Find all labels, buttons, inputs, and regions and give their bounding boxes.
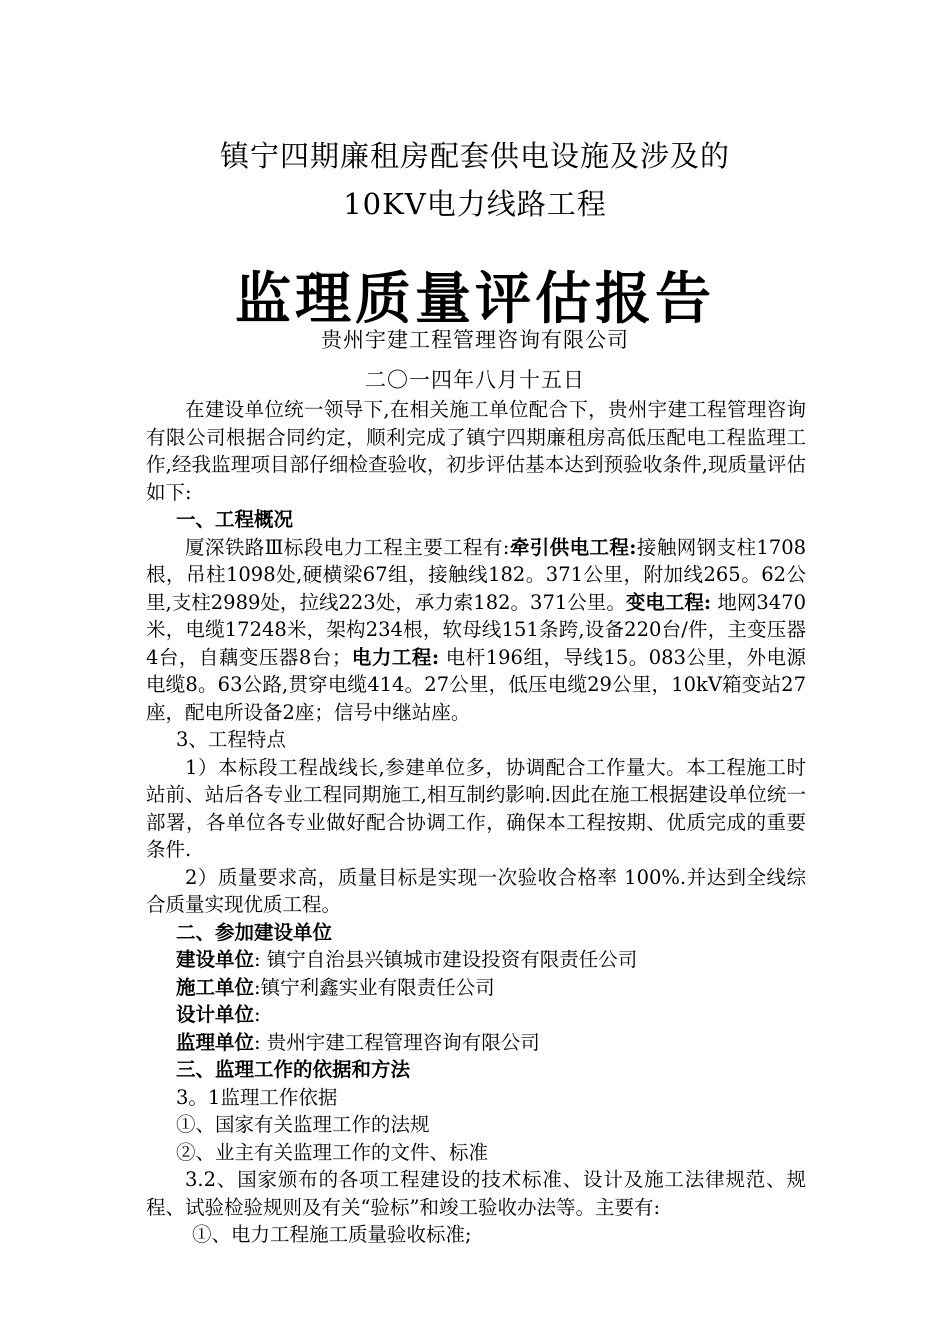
feature-point-2: 2）质量要求高，质量目标是实现一次验收合格率 100%.并达到全线综合质量实现优质工程。 bbox=[146, 865, 806, 916]
section1-heading: 一、工程概况 bbox=[176, 508, 294, 531]
overview-bold-power: 电力工程: bbox=[351, 645, 440, 669]
report-body bbox=[146, 396, 806, 1249]
document-title-line1: 镇宁四期廉租房配套供电设施及涉及的 bbox=[219, 139, 730, 173]
section3-heading: 三、监理工作的依据和方法 bbox=[176, 1058, 411, 1081]
unit-value: : bbox=[254, 1003, 261, 1026]
basis-item-2: ②、业主有关监理工作的文件、标准 bbox=[176, 1140, 489, 1164]
features-heading: 3、工程特点 bbox=[176, 728, 286, 751]
project-overview-paragraph bbox=[146, 534, 806, 727]
report-main-title: 监理质量评估报告 bbox=[235, 266, 715, 332]
company-name: 贵州宇建工程管理咨询有限公司 bbox=[321, 328, 629, 352]
report-date: 二〇一四年八月十五日 bbox=[365, 368, 585, 392]
feature-point-1: 1）本标段工程战线长,参建单位多，协调配合工作量大。本工程施工时站前、站后各专业工程同期施工,相互制约影响.因此在施工根据建设单位统一部署，各单位各专业做好配合协调工作，确保本工程按期、优质完成的重要条件. bbox=[146, 755, 806, 861]
overview-text-4: 电杆196组，导线15。083公里，外电源电缆8。63公路,贯穿电缆414。27公里，低压电缆29公里，10kV箱变站27座，配电所设备2座；信号中继站座。 bbox=[146, 645, 806, 724]
unit-value: : 贵州宇建工程管理咨询有限公司 bbox=[254, 1030, 540, 1054]
document-title-line2: 10KV电力线路工程 bbox=[343, 187, 607, 221]
section2-heading: 二、参加建设单位 bbox=[176, 920, 333, 944]
unit-value: : 镇宁自治县兴镇城市建设投资有限责任公司 bbox=[254, 948, 638, 971]
standards-paragraph: 3.2、国家颁布的各项工程建设的技术标准、设计及施工法律规范、规程、试验检验规则及有关“验标”和竣工验收办法等。主要有: bbox=[146, 1168, 806, 1219]
overview-bold-substation: 变电工程: bbox=[625, 590, 712, 614]
unit-row-design bbox=[146, 1001, 806, 1029]
overview-text-2: 接触网钢支柱1708根，吊柱1098处,硬横梁67组，接触线182。371公里，附加线265。62公里,支柱2989处，拉线223处，承力索182。371公里。 bbox=[146, 535, 807, 614]
overview-text-1: 厦深铁路Ⅲ标段电力工程主要工程有: bbox=[185, 535, 510, 559]
unit-label: 监理单位 bbox=[176, 1030, 255, 1054]
unit-row-contractor bbox=[146, 974, 806, 1002]
basis-item-1: ①、国家有关监理工作的法规 bbox=[176, 1113, 430, 1136]
unit-label: 设计单位 bbox=[176, 1003, 255, 1026]
overview-text-3: 地网3470米，电缆17248米，架构234根，软母线151条跨,设备220台/件，主变压器4台，自藕变压器8台； bbox=[146, 590, 807, 669]
overview-bold-traction: 牵引供电工程: bbox=[509, 535, 637, 559]
unit-label: 建设单位 bbox=[176, 948, 255, 971]
unit-value: :镇宁利鑫实业有限责任公司 bbox=[254, 975, 495, 999]
unit-label: 施工单位 bbox=[176, 975, 255, 999]
basis-subheading: 3。1监理工作依据 bbox=[176, 1085, 338, 1109]
unit-row-construction bbox=[146, 946, 806, 974]
standards-item-1: ①、电力工程施工质量验收标准; bbox=[192, 1223, 472, 1246]
intro-paragraph: 在建设单位统一领导下,在相关施工单位配合下，贵州宇建工程管理咨询有限公司根据合同约定，顺利完成了镇宁四期廉租房高低压配电工程监理工作,经我监理项目部仔细检查验收，初步评估基本达到预验收条件,现质量评估如下: bbox=[146, 398, 806, 504]
unit-row-supervision bbox=[146, 1029, 806, 1057]
